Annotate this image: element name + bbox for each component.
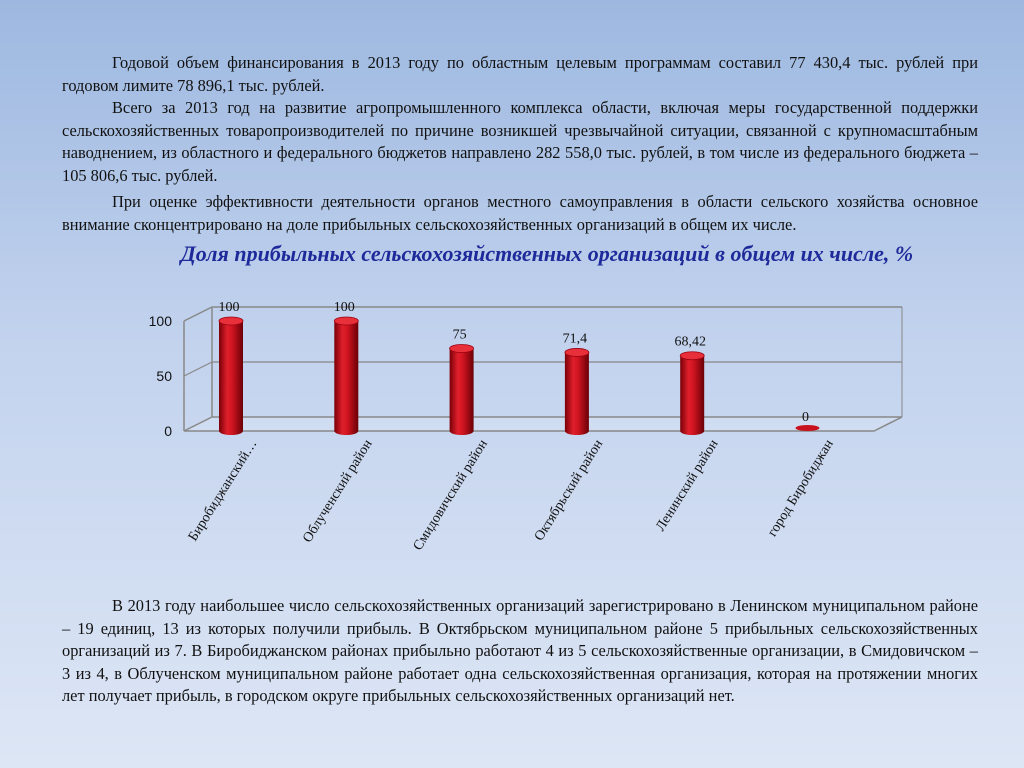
bar-top: [680, 352, 704, 360]
chart-floor: [184, 417, 902, 431]
category-label: Октябрьский район: [531, 437, 607, 544]
data-label: 0: [802, 410, 809, 425]
category-label: Смидовичский район: [410, 437, 491, 554]
y-tick-label: 50: [156, 368, 172, 384]
category-label: Биробиджанский…: [185, 437, 261, 545]
data-label: 100: [333, 300, 355, 315]
side-wall-top-edge: [184, 307, 212, 321]
category-axis: [186, 437, 837, 554]
bar-top: [450, 345, 474, 353]
gridline-mid-side: [184, 362, 212, 376]
bar: [680, 352, 704, 435]
y-axis-ticks: [149, 313, 173, 439]
y-tick-label: 100: [148, 313, 172, 329]
bar-top: [796, 425, 820, 431]
bar-top: [334, 317, 358, 325]
data-label: 100: [218, 300, 240, 315]
bar: [565, 348, 589, 435]
bar-body: [219, 321, 243, 435]
y-tick-label: 0: [164, 423, 172, 439]
bar-body: [680, 356, 704, 435]
bar-series: [219, 300, 820, 435]
bar-top: [219, 317, 243, 325]
intro-paragraph-agro-support: Всего за 2013 год на развитие агропромышленного комплекса области, включая меры государственной поддержки сельскохозяйственных товаропроизводителей по причине возникшей чрезвычайной ситуации, связанной с крупномасштабным наводнением, из областного и федерального бюджетов направлено 282 558,0 тыс. рублей, в том числе из федерального бюджета – 105 806,6 тыс. рублей.: [62, 98, 978, 185]
bar-body: [565, 352, 589, 435]
bar: [796, 425, 820, 431]
summary-paragraph: В 2013 году наибольшее число сельскохозяйственных организаций зарегистрировано в Ленинском муниципальном районе – 19 единиц, 13 из которых получили прибыль. В Октябрьском муниципальном районе 5 прибыльных сельскохозяйственных организаций из 7. В Биробиджанском районах прибыльно работают 4 из 5 сельскохозяйственные организации, в Смидовичском – 3 из 4, в Облученском муниципальном районе работает одна сельскохозяйственная организация, которая на протяжении многих лет получает прибыль, в городском округе прибыльных сельскохозяйственных организаций нет.: [62, 596, 978, 705]
data-label: 68,42: [674, 334, 706, 350]
data-label: 71,4: [562, 331, 588, 347]
chart-frame: [184, 307, 902, 431]
chart-title: Доля прибыльных сельскохозяйственных организаций в общем их числе, %: [180, 241, 914, 266]
category-label: Ленинский район: [653, 437, 722, 534]
category-label: Облученский район: [300, 437, 376, 546]
intro-paragraph-financing: Годовой объем финансирования в 2013 году по областным целевым программам составил 77 430,4 тыс. рублей при годовом лимите 78 896,1 тыс. рублей.: [62, 53, 978, 95]
bar: [450, 345, 474, 436]
bar: [334, 317, 358, 435]
bar-top: [565, 348, 589, 356]
bar-body: [450, 349, 474, 436]
intro-paragraph-efficiency: При оценке эффективности деятельности органов местного самоуправления в области сельского хозяйства основное внимание сконцентрировано на доле прибыльных сельскохозяйственных организаций в общем их числе.: [62, 192, 978, 234]
data-label: 75: [452, 327, 467, 343]
bar: [219, 317, 243, 435]
bar-body: [334, 321, 358, 435]
category-label: город Биробиджан: [765, 437, 837, 540]
